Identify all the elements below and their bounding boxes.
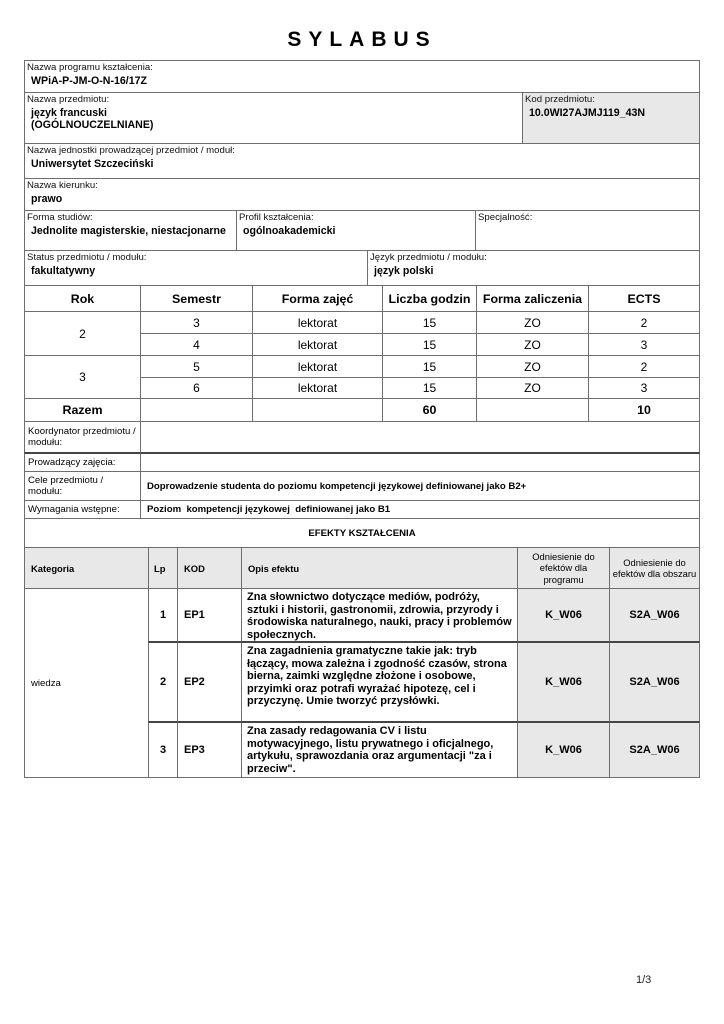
schedule-header-hours: Liczba godzin	[382, 285, 477, 312]
schedule-ects: 3	[588, 333, 700, 356]
outcomes-section-title: EFEKTY KSZTAŁCENIA	[24, 518, 700, 548]
schedule-total-empty	[140, 398, 253, 422]
study-form-label: Forma studiów:	[27, 212, 93, 223]
subject-value-line1: język francuski	[31, 107, 107, 119]
schedule-header-year: Rok	[24, 285, 141, 312]
outcomes-header-code: KOD	[177, 547, 242, 589]
status-field	[24, 250, 368, 286]
outcomes-header-lp: Lp	[148, 547, 178, 589]
schedule-total-ects: 10	[588, 398, 700, 422]
schedule-semester: 4	[140, 333, 253, 356]
profile-field	[236, 210, 476, 251]
outcome-lp: 1	[148, 588, 178, 642]
schedule-semester: 3	[140, 311, 253, 334]
subject-code-label: Kod przedmiotu:	[525, 94, 595, 105]
outcome-lp: 3	[148, 721, 178, 778]
schedule-class-form: lektorat	[252, 311, 383, 334]
instructor-label: Prowadzący zajęcia:	[24, 452, 141, 472]
instructor-value	[140, 452, 700, 472]
unit-label: Nazwa jednostki prowadzącej przedmiot / moduł:	[27, 145, 235, 156]
specialty-label: Specjalność:	[478, 212, 533, 223]
prerequisites-value: Poziom kompetencji językowej definiowanej jako B1	[140, 500, 700, 519]
profile-label: Profil kształcenia:	[239, 212, 314, 223]
schedule-class-form: lektorat	[252, 377, 383, 399]
program-value: WPiA-P-JM-O-N-16/17Z	[31, 75, 147, 87]
schedule-class-form: lektorat	[252, 355, 383, 378]
profile-value: ogólnoakademicki	[243, 225, 336, 237]
schedule-hours: 15	[382, 377, 477, 399]
schedule-year-3: 3	[24, 355, 141, 399]
outcome-area-ref: S2A_W06	[609, 641, 700, 722]
outcome-description: Zna zagadnienia gramatyczne takie jak: tryb łączący, mowa zależna i zgodność czasów, strona bierna, zaimki względne złożone i osobowe, przyimki oraz potrafi wyrażać hipotezę, cel i przyczynę. Umie tworzyć przysłówki.	[241, 641, 518, 722]
subject-code-field	[522, 92, 700, 144]
study-form-value: Jednolite magisterskie, niestacjonarne	[31, 225, 226, 237]
outcome-program-ref: K_W06	[517, 641, 610, 722]
program-field	[24, 60, 700, 93]
schedule-semester: 6	[140, 377, 253, 399]
schedule-assessment: ZO	[476, 311, 589, 334]
schedule-ects: 3	[588, 377, 700, 399]
schedule-hours: 15	[382, 355, 477, 378]
schedule-total-label: Razem	[24, 398, 141, 422]
outcome-code: EP2	[177, 641, 242, 722]
subject-field	[24, 92, 523, 144]
schedule-header-ects: ECTS	[588, 285, 700, 312]
outcome-program-ref: K_W06	[517, 721, 610, 778]
schedule-header-semester: Semestr	[140, 285, 253, 312]
page-number: 1/3	[636, 974, 652, 986]
unit-value: Uniwersytet Szczeciński	[31, 158, 154, 170]
schedule-total-hours: 60	[382, 398, 477, 422]
status-value: fakultatywny	[31, 265, 96, 277]
schedule-header-assessment: Forma zaliczenia	[476, 285, 589, 312]
schedule-assessment: ZO	[476, 377, 589, 399]
outcome-area-ref: S2A_W06	[609, 588, 700, 642]
program-label: Nazwa programu kształcenia:	[27, 62, 153, 73]
coordinator-label: Koordynator przedmiotu / modułu:	[24, 421, 141, 453]
specialty-field	[475, 210, 700, 251]
outcome-program-ref: K_W06	[517, 588, 610, 642]
major-field	[24, 178, 700, 211]
language-field	[367, 250, 700, 286]
outcomes-header-area-ref: Odniesienie do efektów dla obszaru	[609, 547, 700, 589]
outcomes-header-description: Opis efektu	[241, 547, 518, 589]
language-value: język polski	[374, 265, 434, 277]
schedule-assessment: ZO	[476, 333, 589, 356]
unit-field	[24, 143, 700, 179]
subject-code-value: 10.0WI27AJMJ119_43N	[529, 107, 646, 119]
schedule-hours: 15	[382, 333, 477, 356]
outcome-description: Zna słownictwo dotyczące mediów, podróży, sztuki i historii, gastronomii, zdrowia, przyrody i środowiska naturalnego, nauki, pracy i problemów społecznych.	[241, 588, 518, 642]
outcomes-header-program-ref: Odniesienie do efektów dla programu	[517, 547, 610, 589]
status-label: Status przedmiotu / modułu:	[27, 252, 147, 263]
prerequisites-label: Wymagania wstępne:	[24, 500, 141, 519]
schedule-total-empty	[476, 398, 589, 422]
schedule-header-class-form: Forma zajęć	[252, 285, 383, 312]
schedule-year-2: 2	[24, 311, 141, 356]
schedule-ects: 2	[588, 355, 700, 378]
document-title: SYLABUS	[287, 28, 437, 51]
major-value: prawo	[31, 193, 63, 205]
subject-label: Nazwa przedmiotu:	[27, 94, 110, 105]
subject-value-line2: (OGÓLNOUCZELNIANE)	[31, 119, 154, 131]
schedule-assessment: ZO	[476, 355, 589, 378]
goals-label: Cele przedmiotu / modułu:	[24, 471, 141, 501]
schedule-hours: 15	[382, 311, 477, 334]
study-form-field	[24, 210, 237, 251]
goals-value: Doprowadzenie studenta do poziomu kompetencji językowej definiowanej jako B2+	[140, 471, 700, 501]
outcome-description: Zna zasady redagowania CV i listu motywacyjnego, listu prywatnego i oficjalnego, artykułu, sprawozdania oraz argumentacji "za i przeciw".	[241, 721, 518, 778]
schedule-class-form: lektorat	[252, 333, 383, 356]
coordinator-value	[140, 421, 700, 453]
schedule-ects: 2	[588, 311, 700, 334]
outcomes-header-category: Kategoria	[24, 547, 149, 589]
schedule-total-empty	[252, 398, 383, 422]
specialty-value	[476, 223, 699, 225]
outcomes-category: wiedza	[24, 588, 149, 778]
schedule-semester: 5	[140, 355, 253, 378]
outcome-area-ref: S2A_W06	[609, 721, 700, 778]
outcome-lp: 2	[148, 641, 178, 722]
major-label: Nazwa kierunku:	[27, 180, 98, 191]
outcome-code: EP1	[177, 588, 242, 642]
outcome-code: EP3	[177, 721, 242, 778]
language-label: Język przedmiotu / modułu:	[370, 252, 487, 263]
